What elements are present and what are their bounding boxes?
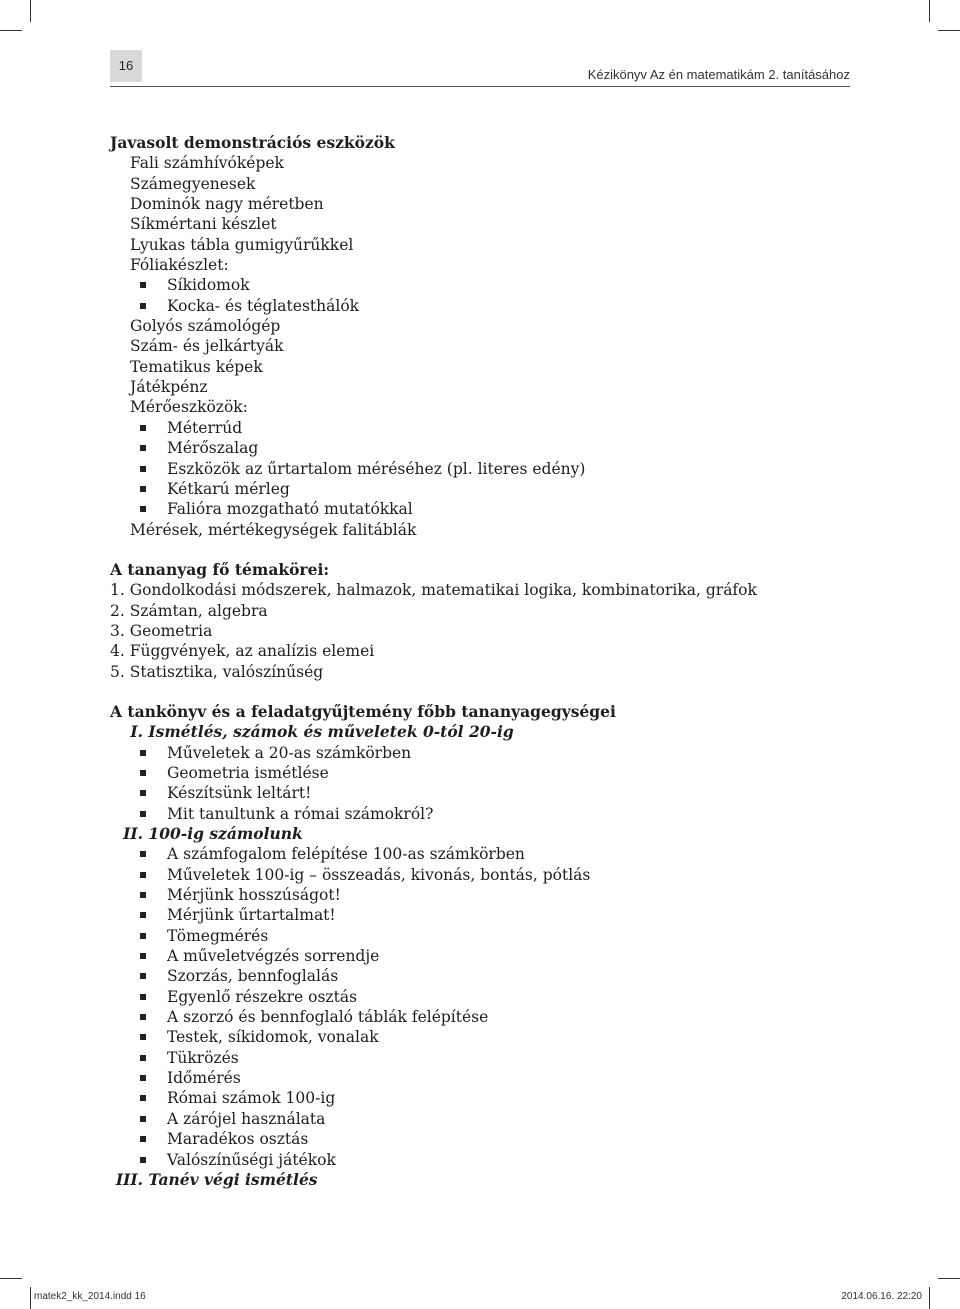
units-list	[110, 722, 850, 1190]
unit-item	[110, 1068, 850, 1088]
unit-item-label: Egyenlő részekre osztás	[167, 987, 358, 1006]
unit-item-label: Időmérés	[167, 1069, 241, 1088]
tool-subitem-label: Kocka- és téglatesthálók	[167, 296, 360, 315]
unit-item	[110, 1150, 850, 1170]
tool-subitem	[110, 438, 850, 458]
unit-section-title	[110, 824, 850, 844]
unit-item	[110, 783, 850, 803]
unit-item-label: Szorzás, bennfoglalás	[167, 967, 339, 986]
unit-item	[110, 946, 850, 966]
unit-item-label: Műveletek a 20-as számkörben	[167, 743, 412, 762]
unit-title: Ismétlés, számok és műveletek 0-tól 20-ig	[148, 722, 514, 742]
tool-subitem	[110, 275, 850, 295]
unit-item-label: Mit tanultunk a római számokról?	[167, 804, 434, 823]
crop-mark	[30, 1287, 31, 1309]
crop-mark	[929, 0, 930, 22]
running-title: Kézikönyv Az én matematikám 2. tanításához	[587, 67, 850, 82]
crop-mark	[938, 1278, 960, 1279]
tool-subitem-label: Kétkarú mérleg	[167, 479, 290, 498]
unit-item-label: Maradékos osztás	[167, 1130, 309, 1149]
topics-list	[110, 580, 850, 682]
footer-date: 2014.06.16. 22:20	[841, 1291, 922, 1302]
unit-item-label: Műveletek 100-ig – összeadás, kivonás, bontás, pótlás	[167, 865, 591, 884]
tool-item: Tematikus képek	[130, 357, 263, 376]
topic-item: 1. Gondolkodási módszerek, halmazok, matematikai logika, kombinatorika, gráfok	[110, 581, 757, 600]
unit-item-label: Mérjünk űrtartalmat!	[167, 906, 336, 925]
unit-item-label: Mérjünk hosszúságot!	[167, 886, 341, 905]
page-content	[110, 133, 850, 1190]
unit-item	[110, 1088, 850, 1108]
unit-title: 100-ig számolunk	[148, 824, 303, 843]
topic-item: 5. Statisztika, valószínűség	[110, 662, 324, 681]
unit-item	[110, 844, 850, 864]
unit-numeral: II.	[123, 824, 143, 843]
unit-title: Tanév végi ismétlés	[148, 1169, 318, 1189]
tool-subitem-label: Mérőszalag	[167, 439, 259, 458]
tool-subitem-label: Méterrúd	[167, 418, 243, 437]
unit-item	[110, 905, 850, 925]
tool-item: Fali számhívóképek	[130, 154, 284, 173]
unit-item-label: A szorzó és bennfoglaló táblák felépítése	[167, 1008, 489, 1027]
crop-mark	[30, 0, 31, 22]
unit-item-label: Testek, síkidomok, vonalak	[167, 1028, 379, 1047]
unit-item-label: A zárójel használata	[167, 1109, 326, 1128]
unit-item-label: Készítsünk leltárt!	[167, 784, 312, 803]
tool-subitem	[110, 296, 850, 316]
tool-item: Számegyenesek	[130, 174, 256, 193]
tool-subitem-label: Síkidomok	[167, 276, 250, 295]
units-heading: A tankönyv és a feladatgyűjtemény főbb tananyagegységei	[110, 701, 616, 721]
unit-item-label: A műveletvégzés sorrendje	[167, 947, 380, 966]
crop-mark	[938, 30, 960, 31]
unit-item	[110, 743, 850, 763]
unit-item-label: Geometria ismétlése	[167, 763, 329, 782]
topic-item: 2. Számtan, algebra	[110, 601, 268, 620]
unit-item	[110, 804, 850, 824]
tool-item: Fóliakészlet:	[130, 256, 229, 275]
crop-mark	[0, 30, 22, 31]
tool-item: Szám- és jelkártyák	[130, 337, 284, 356]
crop-mark	[929, 1287, 930, 1309]
topic-item: 3. Geometria	[110, 621, 213, 640]
unit-item-label: Valószínűségi játékok	[167, 1150, 336, 1169]
unit-item	[110, 1007, 850, 1027]
tool-subitem	[110, 418, 850, 438]
unit-item	[110, 1048, 850, 1068]
unit-numeral: I.	[130, 722, 143, 742]
spacer	[110, 540, 850, 560]
tool-item: Lyukas tábla gumigyűrűkkel	[130, 235, 354, 254]
topics-heading: A tananyag fő témakörei:	[110, 559, 330, 579]
topic-item: 4. Függvények, az analízis elemei	[110, 642, 375, 661]
unit-section-title	[110, 1170, 850, 1190]
unit-item-label: Tömegmérés	[167, 926, 269, 945]
header-rule	[110, 86, 850, 87]
unit-item-label: A számfogalom felépítése 100-as számkörben	[167, 845, 525, 864]
unit-item	[110, 987, 850, 1007]
tool-item: Játékpénz	[130, 378, 208, 397]
unit-item	[110, 1027, 850, 1047]
unit-item-label: Tükrözés	[167, 1048, 239, 1067]
footer-file: matek2_kk_2014.indd 16	[34, 1291, 146, 1302]
crop-mark	[0, 1278, 22, 1279]
tools-list	[110, 153, 850, 540]
tool-subitem	[110, 459, 850, 479]
tool-item: Golyós számológép	[130, 317, 281, 336]
tool-item: Dominók nagy méretben	[130, 195, 324, 214]
spacer	[110, 682, 850, 702]
unit-section-title	[110, 722, 850, 742]
tools-heading: Javasolt demonstrációs eszközök	[110, 133, 395, 152]
unit-item	[110, 1109, 850, 1129]
tool-subitem-label: Eszközök az űrtartalom méréséhez (pl. literes edény)	[167, 459, 586, 478]
tool-subitem	[110, 479, 850, 499]
tool-item: Mérések, mértékegységek falitáblák	[130, 520, 417, 539]
unit-item	[110, 1129, 850, 1149]
unit-item	[110, 763, 850, 783]
tool-subitem	[110, 499, 850, 519]
unit-item	[110, 885, 850, 905]
tool-subitem-label: Falióra mozgatható mutatókkal	[167, 500, 413, 519]
page-number: 16	[110, 50, 142, 82]
unit-numeral: III.	[115, 1169, 143, 1189]
unit-item	[110, 865, 850, 885]
unit-item	[110, 966, 850, 986]
unit-item	[110, 926, 850, 946]
unit-item-label: Római számok 100-ig	[167, 1089, 336, 1108]
tool-item: Síkmértani készlet	[130, 215, 277, 234]
tool-item: Mérőeszközök:	[130, 398, 248, 417]
